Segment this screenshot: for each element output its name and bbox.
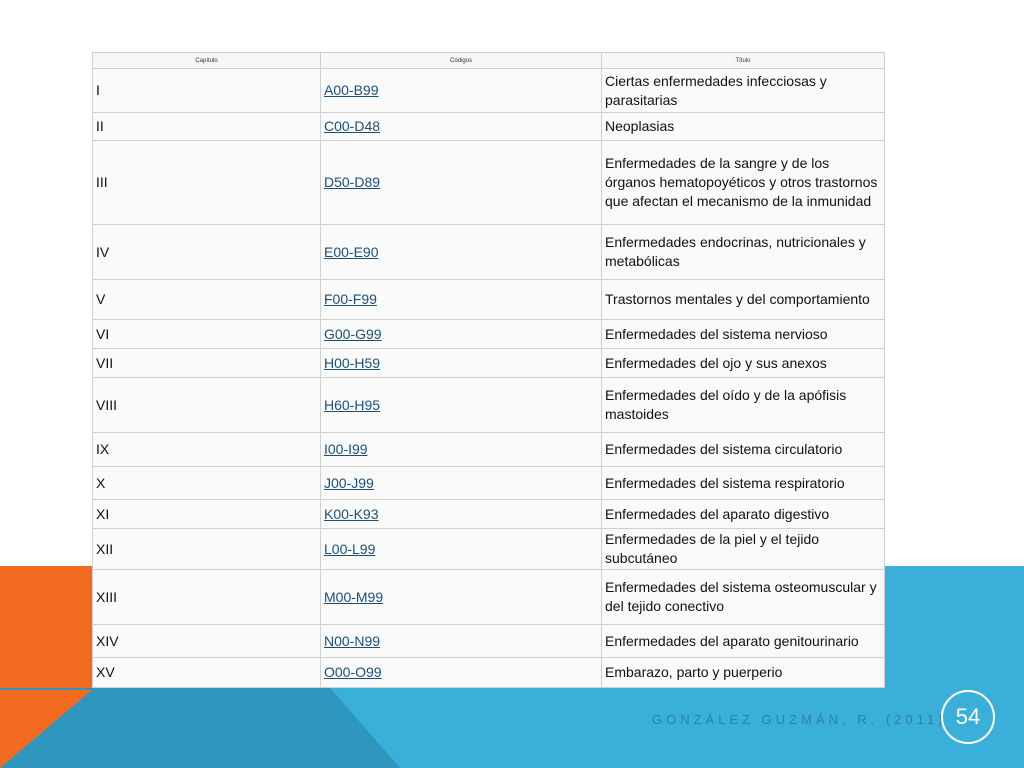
chapter-cell: III: [93, 141, 321, 225]
chapter-cell: XII: [93, 529, 321, 570]
title-cell: Enfermedades del sistema respiratorio: [602, 467, 885, 500]
chapter-cell: V: [93, 280, 321, 320]
table-header-row: [93, 53, 885, 69]
codes-link[interactable]: I00-I99: [321, 433, 602, 467]
codes-link[interactable]: H60-H95: [321, 378, 602, 433]
codes-link[interactable]: G00-G99: [321, 320, 602, 349]
table-row: [93, 500, 885, 529]
chapter-cell: VIII: [93, 378, 321, 433]
codes-link[interactable]: M00-M99: [321, 570, 602, 625]
title-cell: Enfermedades del sistema osteomuscular y del tejido conectivo: [602, 570, 885, 625]
table-row: [93, 280, 885, 320]
page-number-badge: [941, 690, 995, 744]
chapter-cell: XIII: [93, 570, 321, 625]
table-row: [93, 113, 885, 141]
title-cell: Enfermedades del sistema nervioso: [602, 320, 885, 349]
chapter-cell: I: [93, 69, 321, 113]
codes-link[interactable]: N00-N99: [321, 625, 602, 658]
chapter-cell: XV: [93, 658, 321, 688]
title-cell: Trastornos mentales y del comportamiento: [602, 280, 885, 320]
title-cell: Enfermedades del sistema circulatorio: [602, 433, 885, 467]
codes-link[interactable]: C00-D48: [321, 113, 602, 141]
icd-chapters-table-container: [92, 52, 884, 688]
table-row: [93, 141, 885, 225]
chapter-cell: XIV: [93, 625, 321, 658]
title-cell: Enfermedades del aparato digestivo: [602, 500, 885, 529]
codes-link[interactable]: L00-L99: [321, 529, 602, 570]
table-row: [93, 658, 885, 688]
title-cell: Enfermedades del oído y de la apófisis mastoides: [602, 378, 885, 433]
table-row: [93, 225, 885, 280]
table-row: [93, 320, 885, 349]
codes-link[interactable]: H00-H59: [321, 349, 602, 378]
table-row: [93, 433, 885, 467]
table-row: [93, 467, 885, 500]
header-title: Título: [602, 53, 885, 69]
chapter-cell: IV: [93, 225, 321, 280]
title-cell: Enfermedades de la sangre y de los órganos hematopoyéticos y otros trastornos que afectan el mecanismo de la inmunidad: [602, 141, 885, 225]
codes-link[interactable]: A00-B99: [321, 69, 602, 113]
page-number: 54: [955, 704, 981, 729]
table-row: [93, 349, 885, 378]
title-cell: Enfermedades endocrinas, nutricionales y metabólicas: [602, 225, 885, 280]
chapter-cell: II: [93, 113, 321, 141]
title-cell: Enfermedades del aparato genitourinario: [602, 625, 885, 658]
codes-link[interactable]: E00-E90: [321, 225, 602, 280]
table-row: [93, 69, 885, 113]
chapter-cell: VII: [93, 349, 321, 378]
title-cell: Enfermedades del ojo y sus anexos: [602, 349, 885, 378]
chapter-cell: XI: [93, 500, 321, 529]
header-codes: Códigos: [321, 53, 602, 69]
header-chapter: Capítulo: [93, 53, 321, 69]
codes-link[interactable]: O00-O99: [321, 658, 602, 688]
chapter-cell: IX: [93, 433, 321, 467]
title-cell: Embarazo, parto y puerperio: [602, 658, 885, 688]
table-row: [93, 378, 885, 433]
codes-link[interactable]: F00-F99: [321, 280, 602, 320]
table-row: [93, 529, 885, 570]
title-cell: Neoplasias: [602, 113, 885, 141]
table-row: [93, 625, 885, 658]
icd-chapters-table: [92, 52, 885, 688]
codes-link[interactable]: K00-K93: [321, 500, 602, 529]
codes-link[interactable]: D50-D89: [321, 141, 602, 225]
chapter-cell: VI: [93, 320, 321, 349]
codes-link[interactable]: J00-J99: [321, 467, 602, 500]
chapter-cell: X: [93, 467, 321, 500]
title-cell: Enfermedades de la piel y el tejido subcutáneo: [602, 529, 885, 570]
table-row: [93, 570, 885, 625]
footer-citation: GONZÁLEZ GUZMÁN, R. (2011): [652, 712, 947, 727]
title-cell: Ciertas enfermedades infecciosas y parasitarias: [602, 69, 885, 113]
